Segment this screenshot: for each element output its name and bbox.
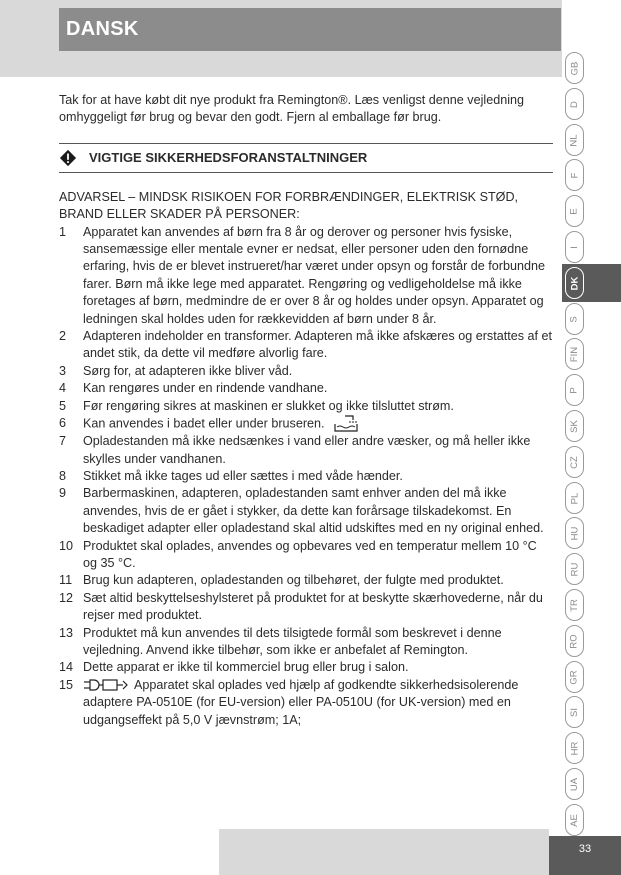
language-tab-pl[interactable] — [565, 482, 584, 514]
item-number: 13 — [59, 625, 74, 640]
item-body: Barbermaskinen, adapteren, opladestanden samt enhver anden del må ikke anvendes, hvis de er gået i stykker, da dette kan forårsage tilskadekomst. En beskadiget adapter eller opladestand skal altid udskiftes med en ny original enhed. — [83, 486, 544, 536]
item-text — [83, 468, 553, 485]
item-body: Adapteren indeholder en transformer. Adapteren må ikke afskæres og erstattes af et andet stik, da dette vil medføre alvorlig fare. — [83, 329, 553, 361]
page-number: 33 — [549, 836, 621, 875]
section-header — [59, 143, 553, 173]
item-text — [83, 380, 553, 397]
item-body: Produktet må kun anvendes til dets tilsigtede formål som beskrevet i denne vejledning. Anvend ikke tilbehør, som ikke er anbefalet af Remington. — [83, 625, 502, 657]
language-label: RU — [568, 562, 580, 576]
list-item — [59, 363, 553, 380]
list-item — [59, 398, 553, 415]
language-tab-dk[interactable] — [562, 264, 621, 302]
language-label: DK — [568, 276, 580, 290]
language-sidebar — [562, 0, 621, 875]
language-label: P — [569, 386, 580, 394]
item-number: 7 — [59, 434, 67, 449]
item-number: 1 — [59, 224, 67, 239]
safety-list — [59, 224, 553, 729]
item-text — [83, 659, 553, 676]
item-body: Brug kun adapteren, opladestanden og tilbehøret, der fulgte med produktet. — [83, 573, 504, 588]
item-body: Kan anvendes i badet eller under bruseren. — [83, 416, 325, 431]
section-title: VIGTIGE SIKKERHEDSFORANSTALTNINGER — [89, 150, 368, 166]
item-body: Sæt altid beskyttelseshylsteret på produktet for at beskytte skærhovederne, når du rejser med produktet. — [83, 590, 543, 623]
item-body: Stikket må ikke tages ud eller sættes i med våde hænder. — [83, 468, 403, 483]
language-label: TR — [568, 598, 580, 612]
list-item — [59, 590, 553, 625]
list-item — [59, 538, 553, 573]
list-item — [59, 677, 553, 729]
language-tab-cz[interactable] — [565, 446, 584, 478]
list-item — [59, 625, 553, 660]
item-number: 15 — [59, 677, 74, 692]
language-label: RO — [569, 633, 580, 649]
adapter-plug-icon — [83, 678, 131, 692]
language-tab-f[interactable] — [565, 159, 584, 191]
item-body: Dette apparat er ikke til kommerciel brug eller brug i salon. — [83, 660, 409, 675]
language-tab-tr[interactable] — [565, 589, 584, 621]
list-item — [59, 415, 553, 433]
language-tab-hr[interactable] — [565, 732, 584, 764]
language-tab-hu[interactable] — [565, 517, 584, 549]
language-label: NL — [569, 133, 580, 147]
language-label: HR — [568, 741, 580, 755]
language-tab-ae[interactable] — [565, 804, 584, 836]
footer-band — [219, 829, 549, 875]
shower-icon — [333, 415, 359, 433]
language-label: F — [569, 172, 580, 178]
language-tab-fin[interactable] — [565, 338, 584, 370]
main-content — [59, 92, 553, 729]
item-text — [83, 433, 553, 468]
list-item — [59, 380, 553, 397]
item-number: 14 — [59, 660, 74, 675]
item-number: 6 — [59, 416, 67, 431]
list-item — [59, 659, 553, 676]
language-tab-p[interactable] — [565, 374, 584, 406]
item-body: Apparatet kan anvendes af børn fra 8 år og derover og personer hvis fysiske, sansemæssige eller mentale evner er nedsat, eller personer uden den fornødne erfaring, hvis de er blevet instrueret/har været under opsyn og forstår de forbundne farer. Børn må ikke lege med apparatet. Rengøring og vedligeholdelse må ikke foretages af børn, medmindre de er over 8 år og holdes under opsyn. Apparatet og ledningen skal holdes uden for rækkevidden af børn under 8 år. — [83, 224, 546, 326]
list-item — [59, 572, 553, 589]
language-tab-ua[interactable] — [565, 768, 584, 800]
language-tab-ro[interactable] — [565, 625, 584, 657]
item-text — [83, 224, 553, 328]
item-body: Sørg for, at adapteren ikke bliver våd. — [83, 363, 293, 378]
language-tab-sk[interactable] — [565, 410, 584, 442]
item-number: 9 — [59, 486, 67, 501]
item-body: Kan rengøres under en rindende vandhane. — [83, 381, 328, 396]
item-number: 2 — [59, 329, 67, 344]
language-label: I — [568, 245, 580, 249]
warning-text: ADVARSEL – MINDSK RISIKOEN FOR FORBRÆNDINGER, ELEKTRISK STØD, BRAND ELLER SKADER PÅ PERSONER: — [59, 189, 519, 222]
item-number: 5 — [59, 398, 67, 413]
language-label: GB — [568, 61, 580, 75]
language-label: S — [569, 315, 580, 323]
language-label: FIN — [569, 346, 580, 362]
item-text — [83, 590, 553, 625]
item-number: 11 — [59, 573, 73, 588]
language-label: GR — [569, 669, 580, 685]
language-tab-gb[interactable] — [565, 52, 584, 84]
item-text — [83, 328, 553, 363]
language-label: D — [569, 100, 580, 108]
item-body: Opladestanden må ikke nedsænkes i vand eller andre væsker, og må heller ikke skylles under vandhanen. — [83, 434, 531, 466]
language-label: UA — [568, 777, 580, 791]
warning-icon — [59, 149, 77, 167]
item-text — [83, 625, 553, 660]
language-label: E — [569, 207, 580, 215]
item-15-text: Apparatet skal oplades ved hjælp af godkendte sikkerhedsisolerende adaptere PA-0510E (for EU-version) eller PA-0510U (for UK-version) med en udgangseffekt på 5,0 V jævnstrøm; 1A; — [83, 677, 519, 727]
item-text — [83, 398, 553, 415]
language-label: SI — [568, 707, 580, 717]
item-body: Produktet skal oplades, anvendes og opbevares ved en temperatur mellem 10 °C og 35 °C. — [83, 538, 537, 570]
item-text — [83, 363, 553, 380]
language-tab-s[interactable] — [565, 303, 584, 335]
language-tab-gr[interactable] — [565, 661, 584, 693]
item-text — [83, 572, 553, 589]
item-number: 12 — [59, 590, 74, 605]
item-body: Før rengøring sikres at maskinen er slukket og ikke tilsluttet strøm. — [83, 398, 454, 413]
language-label: PL — [569, 492, 580, 504]
item-number: 3 — [59, 363, 67, 378]
language-tab-e[interactable] — [565, 195, 584, 227]
item-number: 8 — [59, 468, 67, 483]
item-number: 4 — [59, 381, 67, 396]
language-tab-i[interactable] — [565, 231, 584, 263]
list-item — [59, 468, 553, 485]
item-number: 10 — [59, 538, 74, 553]
list-item — [59, 485, 553, 537]
language-label: CZ — [568, 455, 580, 469]
item-text — [83, 538, 553, 573]
language-label: HU — [568, 526, 580, 540]
item-text — [83, 485, 553, 537]
language-tab-d[interactable] — [565, 88, 584, 120]
intro-text: Tak for at have købt dit nye produkt fra Remington®. Læs venligst denne vejledning omhyggeligt før brug og bevar den godt. Fjern al emballage før brug. — [59, 93, 525, 125]
language-label: SK — [569, 419, 580, 433]
list-item — [59, 433, 553, 468]
list-item — [59, 224, 553, 328]
item-text — [83, 415, 553, 433]
language-tab-si[interactable] — [565, 696, 584, 728]
item-text — [83, 677, 553, 729]
list-item — [59, 328, 553, 363]
language-tab-ru[interactable] — [565, 553, 584, 585]
page-title: DANSK — [59, 8, 561, 51]
language-label: AE — [569, 813, 580, 827]
language-tab-nl[interactable] — [565, 124, 584, 156]
